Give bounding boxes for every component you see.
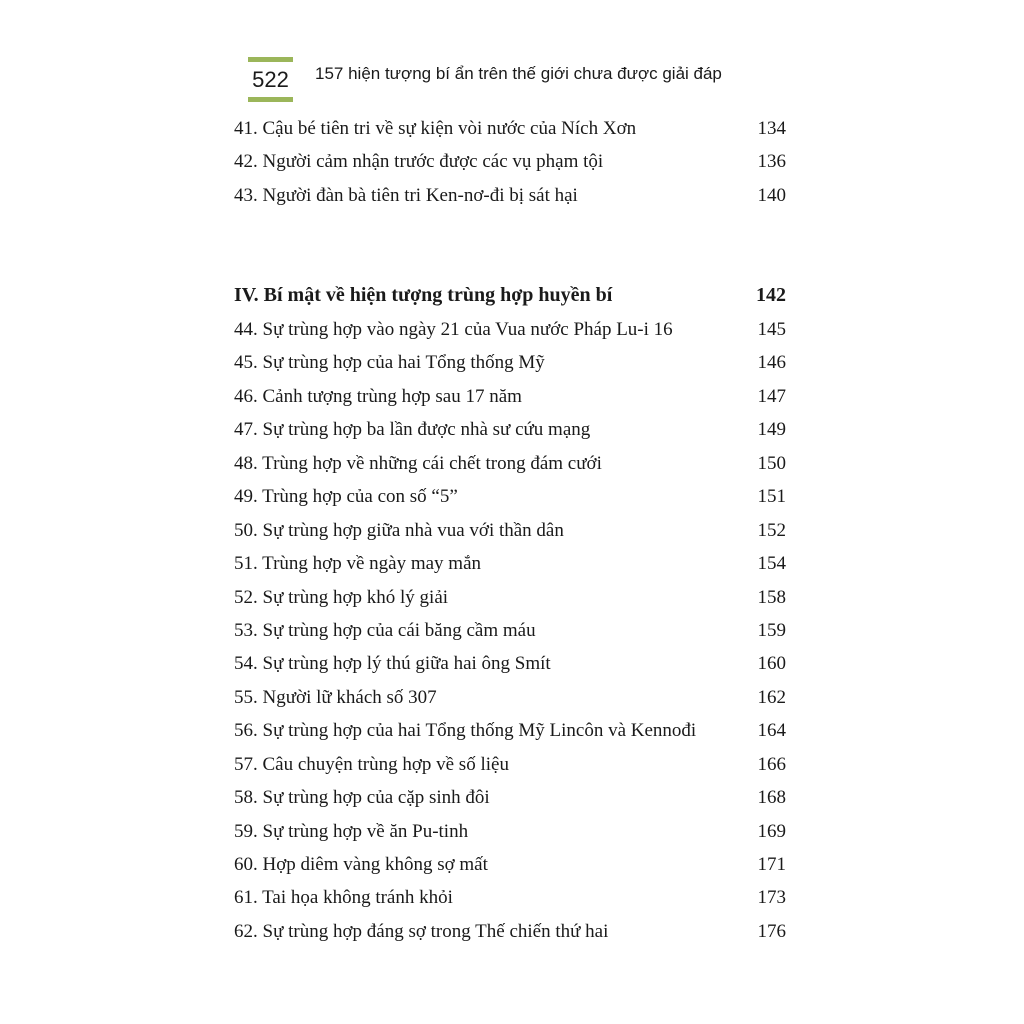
- toc-entry: [234, 848, 786, 881]
- page-number: 522: [252, 67, 289, 92]
- entry-page: 168: [757, 787, 786, 809]
- toc-section: [234, 279, 786, 312]
- entry-page: 136: [757, 151, 786, 173]
- toc-entry: [234, 480, 786, 513]
- toc-entry: [234, 748, 786, 781]
- entry-page: 173: [757, 887, 786, 909]
- entry-page: 147: [757, 385, 786, 407]
- entry-title: 55. Người lữ khách số 307: [234, 686, 437, 708]
- toc-entry: [234, 447, 786, 480]
- entry-title: 46. Cảnh tượng trùng hợp sau 17 năm: [234, 385, 522, 407]
- toc-entry: [234, 179, 786, 212]
- entry-page: 166: [757, 753, 786, 775]
- toc-entry: [234, 547, 786, 580]
- entry-title: 44. Sự trùng hợp vào ngày 21 của Vua nước Pháp Lu-i 16: [234, 319, 673, 340]
- entry-page: 140: [757, 184, 786, 206]
- running-title: 157 hiện tượng bí ẩn trên thế giới chưa được giải đáp: [315, 64, 722, 83]
- toc-entry: [234, 413, 786, 446]
- entry-page: 164: [757, 720, 786, 742]
- toc-entry: [234, 346, 786, 379]
- entry-title: 54. Sự trùng hợp lý thú giữa hai ông Smít: [234, 653, 551, 675]
- entry-page: 150: [757, 452, 786, 474]
- toc-entry: [234, 681, 786, 714]
- entry-title: 41. Cậu bé tiên tri về sự kiện vòi nước của Ních Xơn: [234, 118, 637, 139]
- toc-entry: [234, 581, 786, 614]
- entry-title: 50. Sự trùng hợp giữa nhà vua với thần dân: [234, 519, 564, 541]
- toc-entry: [234, 881, 786, 914]
- toc-list-top: [234, 112, 786, 212]
- toc-entry: [234, 380, 786, 413]
- toc-list: [234, 313, 786, 948]
- toc-entry: [234, 647, 786, 680]
- entry-page: 162: [757, 686, 786, 708]
- entry-title: 48. Trùng hợp về những cái chết trong đám cưới: [234, 452, 602, 474]
- entry-page: 134: [757, 118, 786, 139]
- entry-page: 171: [757, 854, 786, 875]
- entry-page: 176: [757, 920, 786, 942]
- entry-title: 61. Tai họa không tránh khỏi: [234, 887, 453, 909]
- entry-page: 149: [757, 419, 786, 441]
- entry-title: 49. Trùng hợp của con số “5”: [234, 486, 458, 508]
- toc-entry: [234, 614, 786, 647]
- header-rule-bottom: [248, 97, 293, 102]
- header-rule-top: [248, 57, 293, 62]
- entry-page: 169: [757, 820, 786, 842]
- entry-page: 158: [757, 586, 786, 608]
- entry-page: 152: [757, 519, 786, 541]
- toc-entry: [234, 145, 786, 178]
- entry-title: 42. Người cảm nhận trước được các vụ phạm tội: [234, 151, 604, 173]
- entry-page: 151: [757, 486, 786, 508]
- entry-page: 146: [757, 352, 786, 374]
- entry-page: 154: [757, 553, 786, 575]
- entry-page: 160: [757, 653, 786, 675]
- entry-title: 56. Sự trùng hợp của hai Tổng thống Mỹ Lincôn và Kennođi: [234, 720, 697, 742]
- entry-title: 45. Sự trùng hợp của hai Tổng thống Mỹ: [234, 352, 545, 374]
- toc-entry: [234, 514, 786, 547]
- entry-title: 53. Sự trùng hợp của cái băng cầm máu: [234, 619, 536, 641]
- toc-entry: [234, 313, 786, 346]
- entry-title: 60. Hợp diêm vàng không sợ mất: [234, 854, 488, 875]
- entry-title: 59. Sự trùng hợp về ăn Pu-tinh: [234, 820, 469, 842]
- entry-title: 62. Sự trùng hợp đáng sợ trong Thế chiến thứ hai: [234, 920, 609, 942]
- entry-title: 58. Sự trùng hợp của cặp sinh đôi: [234, 787, 490, 809]
- entry-title: 51. Trùng hợp về ngày may mắn: [234, 553, 482, 575]
- entry-page: 159: [757, 619, 786, 641]
- entry-page: 145: [757, 319, 786, 340]
- entry-title: 43. Người đàn bà tiên tri Ken-nơ-đi bị sát hại: [234, 184, 578, 206]
- entry-title: 47. Sự trùng hợp ba lần được nhà sư cứu mạng: [234, 419, 591, 441]
- section-heading: [234, 279, 786, 312]
- entry-title: 57. Câu chuyện trùng hợp về số liệu: [234, 753, 509, 775]
- section-page: 142: [756, 284, 786, 306]
- toc-entry: [234, 112, 786, 145]
- entry-title: 52. Sự trùng hợp khó lý giải: [234, 586, 449, 608]
- toc-entry: [234, 915, 786, 948]
- toc-entry: [234, 714, 786, 747]
- section-title: IV. Bí mật về hiện tượng trùng hợp huyền bí: [234, 284, 613, 306]
- toc-entry: [234, 781, 786, 814]
- toc-entry: [234, 815, 786, 848]
